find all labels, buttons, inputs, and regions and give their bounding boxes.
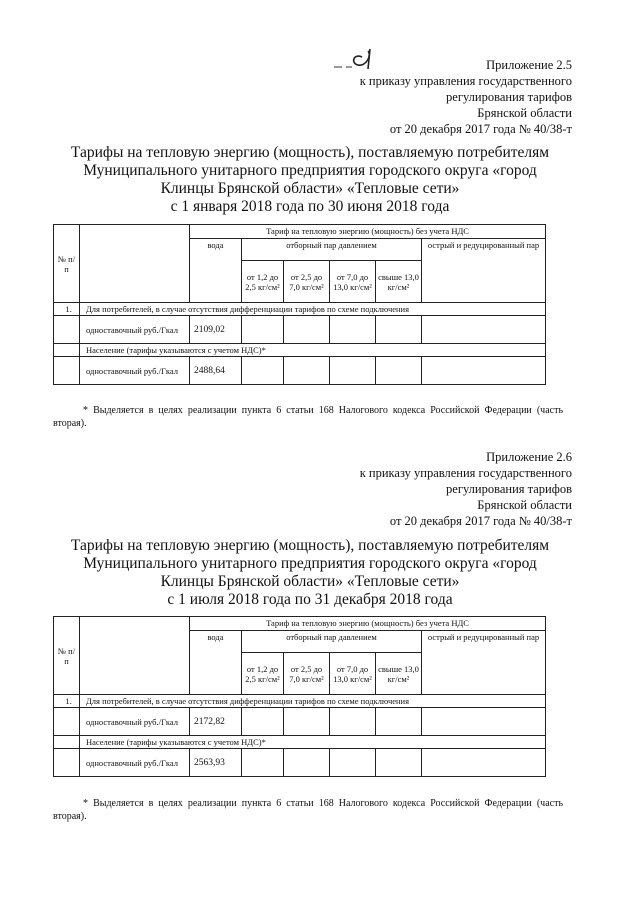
cell-water-tariff: 2109,02 — [190, 316, 242, 344]
header-pressure-2: от 2,5 до 7,0 кг/см² — [284, 653, 330, 695]
cell-empty — [330, 749, 376, 777]
appendix-date-line: от 20 декабря 2017 года № 40/38-т — [389, 514, 572, 528]
cell-empty — [54, 316, 80, 344]
appendix-header-1 — [272, 57, 572, 137]
title-period-line: с 1 июля 2018 года по 31 декабря 2018 года — [167, 591, 453, 608]
cell-empty — [242, 357, 284, 385]
tariff-table-1 — [53, 224, 546, 385]
appendix-number: Приложение 2.5 — [486, 58, 572, 72]
appendix-header-2 — [272, 449, 572, 529]
cell-empty — [54, 736, 80, 749]
cell-empty — [284, 749, 330, 777]
row-group-consumers: Для потребителей, в случае отсутствия дифференциации тарифов по схеме подключения — [80, 695, 546, 708]
row-label-single-rate: одноставочный руб./Гкал — [80, 357, 190, 385]
header-sharp-steam: острый и редуцированный пар — [422, 631, 546, 695]
header-tariff: Тариф на тепловую энергию (мощность) без учета НДС — [190, 617, 546, 631]
cell-empty — [284, 357, 330, 385]
header-num: № п/п — [54, 617, 80, 695]
row-group-population: Население (тарифы указываются с учетом НДС)* — [80, 736, 546, 749]
header-pressure-3: от 7,0 до 13,0 кг/см² — [330, 653, 376, 695]
appendix-department-line: регулирования тарифов — [446, 482, 572, 496]
header-steam: отборный пар давлением — [242, 631, 422, 653]
cell-empty — [284, 316, 330, 344]
row-group-consumers: Для потребителей, в случае отсутствия дифференциации тарифов по схеме подключения — [80, 303, 546, 316]
cell-empty — [422, 316, 546, 344]
appendix-number: Приложение 2.6 — [486, 450, 572, 464]
row-label-single-rate: одноставочный руб./Гкал — [80, 749, 190, 777]
row-group-population: Население (тарифы указываются с учетом НДС)* — [80, 344, 546, 357]
header-pressure-2: от 2,5 до 7,0 кг/см² — [284, 261, 330, 303]
cell-empty — [422, 357, 546, 385]
cell-empty — [422, 708, 546, 736]
row-label-single-rate: одноставочный руб./Гкал — [80, 316, 190, 344]
appendix-date-line: от 20 декабря 2017 года № 40/38-т — [389, 122, 572, 136]
header-num: № п/п — [54, 225, 80, 303]
cell-water-tariff: 2563,93 — [190, 749, 242, 777]
title-line: Клинцы Брянской области» «Тепловые сети» — [160, 573, 460, 590]
header-steam: отборный пар давлением — [242, 239, 422, 261]
cell-empty — [242, 708, 284, 736]
tariff-table-2 — [53, 616, 546, 777]
cell-water-tariff: 2172,82 — [190, 708, 242, 736]
appendix-region-line: Брянской области — [477, 106, 572, 120]
row-number: 1. — [54, 303, 80, 316]
header-empty — [80, 617, 190, 695]
cell-empty — [330, 316, 376, 344]
cell-empty — [376, 316, 422, 344]
appendix-department-line: регулирования тарифов — [446, 90, 572, 104]
header-water: вода — [190, 631, 242, 695]
cell-empty — [330, 708, 376, 736]
title-line: Тарифы на тепловую энергию (мощность), поставляемую потребителям — [70, 144, 550, 161]
cell-empty — [330, 357, 376, 385]
document-title-2 — [40, 537, 580, 609]
cell-empty — [54, 344, 80, 357]
footnote-2: * Выделяется в целях реализации пункта 6 статьи 168 Налогового кодекса Российской Федерации (часть вторая). — [53, 798, 563, 822]
document-title-1 — [40, 144, 580, 216]
cell-empty — [284, 708, 330, 736]
header-empty — [80, 225, 190, 303]
cell-empty — [422, 749, 546, 777]
header-water: вода — [190, 239, 242, 303]
footnote-1: * Выделяется в целях реализации пункта 6 статьи 168 Налогового кодекса Российской Федерации (часть вторая). — [53, 405, 563, 429]
header-tariff: Тариф на тепловую энергию (мощность) без учета НДС — [190, 225, 546, 239]
cell-empty — [376, 357, 422, 385]
row-number: 1. — [54, 695, 80, 708]
row-label-single-rate: одноставочный руб./Гкал — [80, 708, 190, 736]
appendix-order-line: к приказу управления государственного — [359, 74, 572, 88]
header-pressure-4: свыше 13,0 кг/см² — [376, 261, 422, 303]
cell-empty — [242, 316, 284, 344]
cell-empty — [54, 708, 80, 736]
header-sharp-steam: острый и редуцированный пар — [422, 239, 546, 303]
title-line: Муниципального унитарного предприятия городского округа «город — [83, 162, 537, 179]
header-pressure-1: от 1,2 до 2,5 кг/см² — [242, 653, 284, 695]
cell-empty — [376, 708, 422, 736]
appendix-region-line: Брянской области — [477, 498, 572, 512]
title-line: Клинцы Брянской области» «Тепловые сети» — [160, 180, 460, 197]
title-period-line: с 1 января 2018 года по 30 июня 2018 года — [170, 198, 450, 215]
title-line: Тарифы на тепловую энергию (мощность), поставляемую потребителям — [70, 537, 550, 554]
title-line: Муниципального унитарного предприятия городского округа «город — [83, 555, 537, 572]
appendix-order-line: к приказу управления государственного — [359, 466, 572, 480]
header-pressure-3: от 7,0 до 13,0 кг/см² — [330, 261, 376, 303]
header-pressure-4: свыше 13,0 кг/см² — [376, 653, 422, 695]
cell-empty — [376, 749, 422, 777]
cell-empty — [54, 357, 80, 385]
header-pressure-1: от 1,2 до 2,5 кг/см² — [242, 261, 284, 303]
cell-water-tariff: 2488,64 — [190, 357, 242, 385]
cell-empty — [242, 749, 284, 777]
cell-empty — [54, 749, 80, 777]
